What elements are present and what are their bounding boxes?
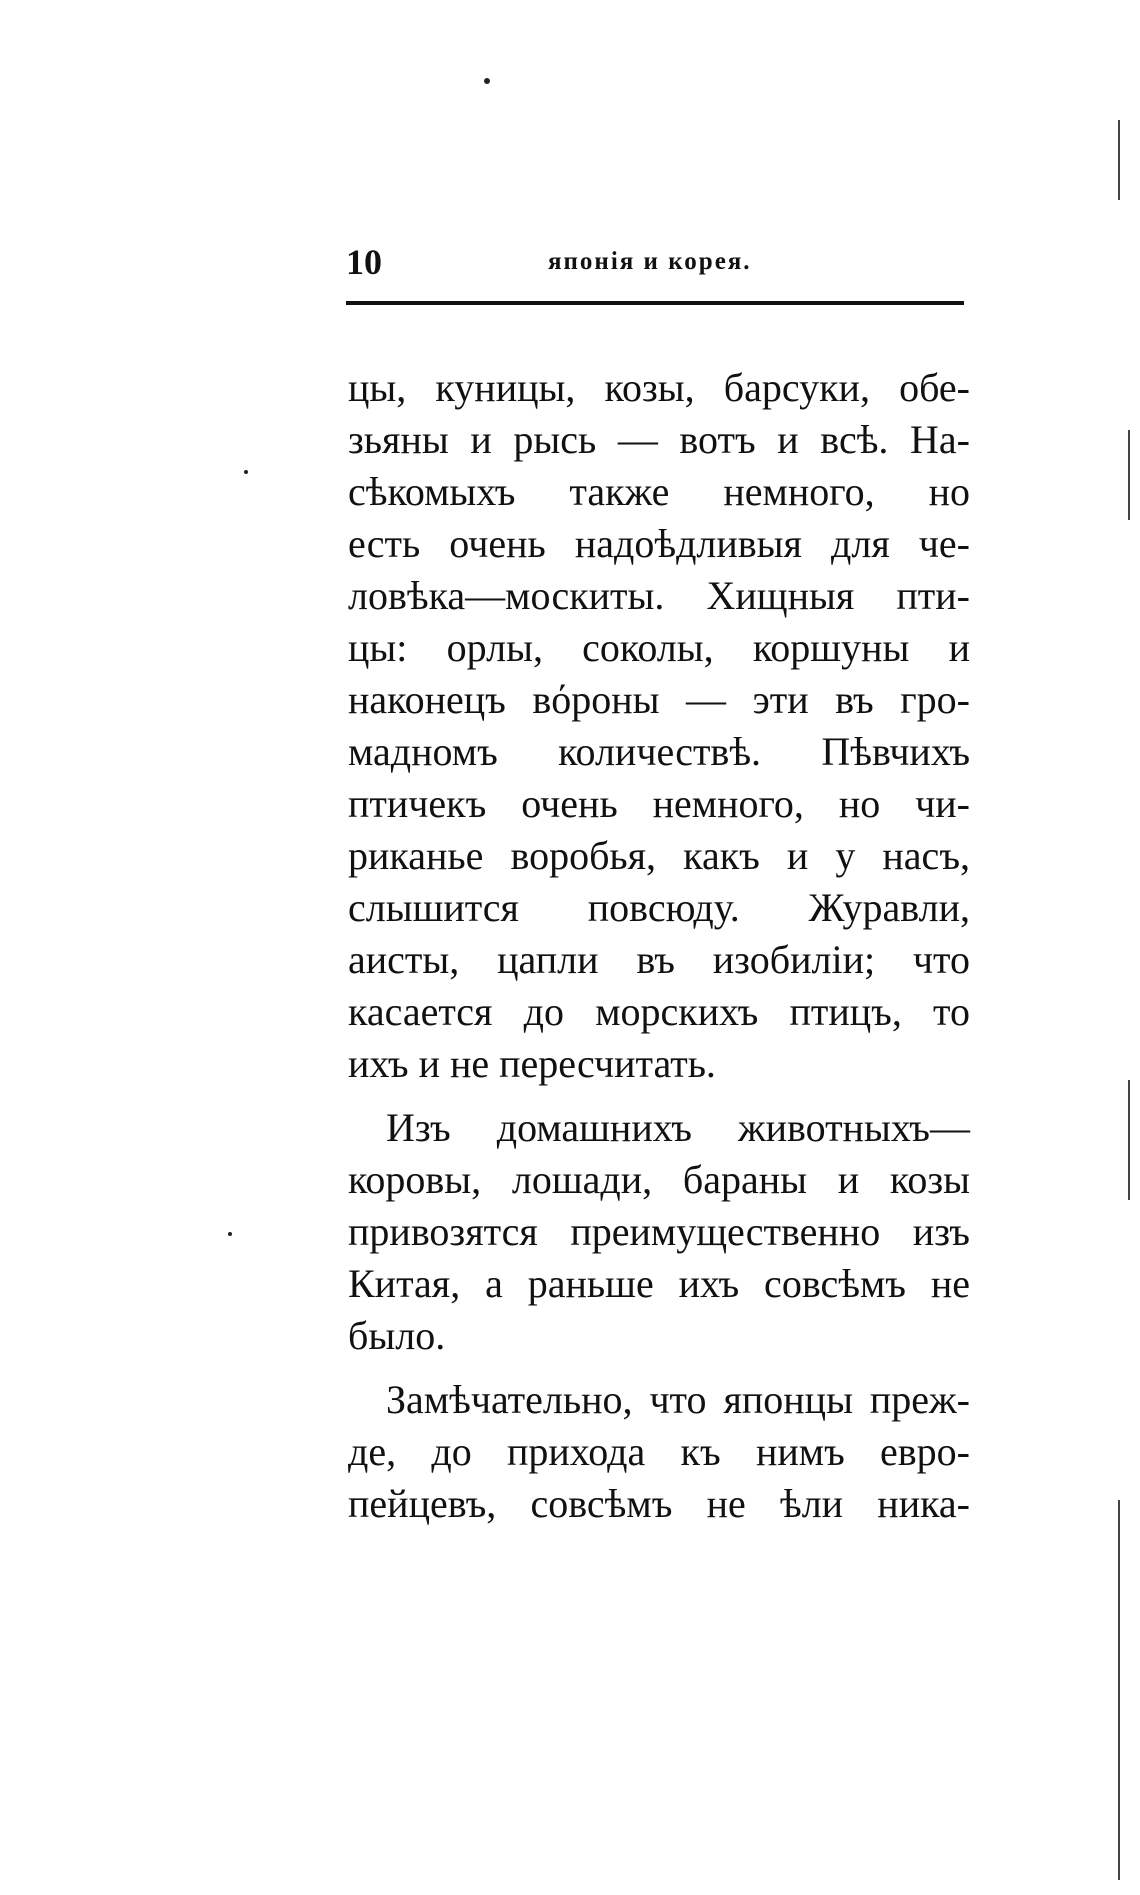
running-title: японія и корея. xyxy=(548,248,752,275)
text-line: коровы, лошади, бараны и козы xyxy=(348,1157,970,1202)
text-line: привозятся преимущественно изъ xyxy=(348,1209,970,1254)
running-head xyxy=(346,238,964,286)
text-line: сѣкомыхъ также немного, но xyxy=(348,469,970,514)
text-line: Изъ домашнихъ животныхъ— xyxy=(386,1105,970,1150)
text-line: мадномъ количествѣ. Пѣвчихъ xyxy=(348,729,970,774)
text-line: цы, куницы, козы, барсуки, обе- xyxy=(348,365,970,410)
text-line: слышится повсюду. Журавли, xyxy=(348,885,970,930)
page-edge-line xyxy=(1128,430,1130,520)
paragraph xyxy=(348,1374,970,1530)
paragraph xyxy=(348,1102,970,1362)
page-edge-line xyxy=(1118,120,1120,200)
ink-speck xyxy=(228,1232,232,1236)
text-line: касается до морскихъ птицъ, то xyxy=(348,989,970,1034)
ink-speck xyxy=(244,470,248,474)
text-line: было. xyxy=(348,1313,446,1358)
text-line: пейцевъ, совсѣмъ не ѣли ника- xyxy=(348,1481,970,1526)
text-line: риканье воробья, какъ и у насъ, xyxy=(348,833,970,878)
text-line: цы: орлы, соколы, коршуны и xyxy=(348,625,970,670)
text-line: де, до прихода къ нимъ евро- xyxy=(348,1429,970,1474)
text-line: наконецъ вόроны — эти въ гро- xyxy=(348,677,970,722)
text-line: Китая, а раньше ихъ совсѣмъ не xyxy=(348,1261,970,1306)
paragraph xyxy=(348,362,970,1090)
header-rule xyxy=(346,301,964,305)
text-line: птичекъ очень немного, но чи- xyxy=(348,781,970,826)
page-edge-line xyxy=(1128,1080,1130,1200)
page-edge-line xyxy=(1118,1500,1120,1880)
text-line: есть очень надоѣдливыя для че- xyxy=(348,521,970,566)
text-line: ловѣка—москиты. Хищныя пти- xyxy=(348,573,970,618)
text-line: ихъ и не пересчитать. xyxy=(348,1041,716,1086)
ink-speck xyxy=(484,78,490,84)
text-line: аисты, цапли въ изобиліи; что xyxy=(348,937,970,982)
body-text xyxy=(348,362,970,1530)
text-line: зьяны и рысь — вотъ и всѣ. На- xyxy=(348,417,970,462)
text-line: Замѣчательно, что японцы преж- xyxy=(386,1377,970,1422)
page-number: 10 xyxy=(346,242,382,282)
